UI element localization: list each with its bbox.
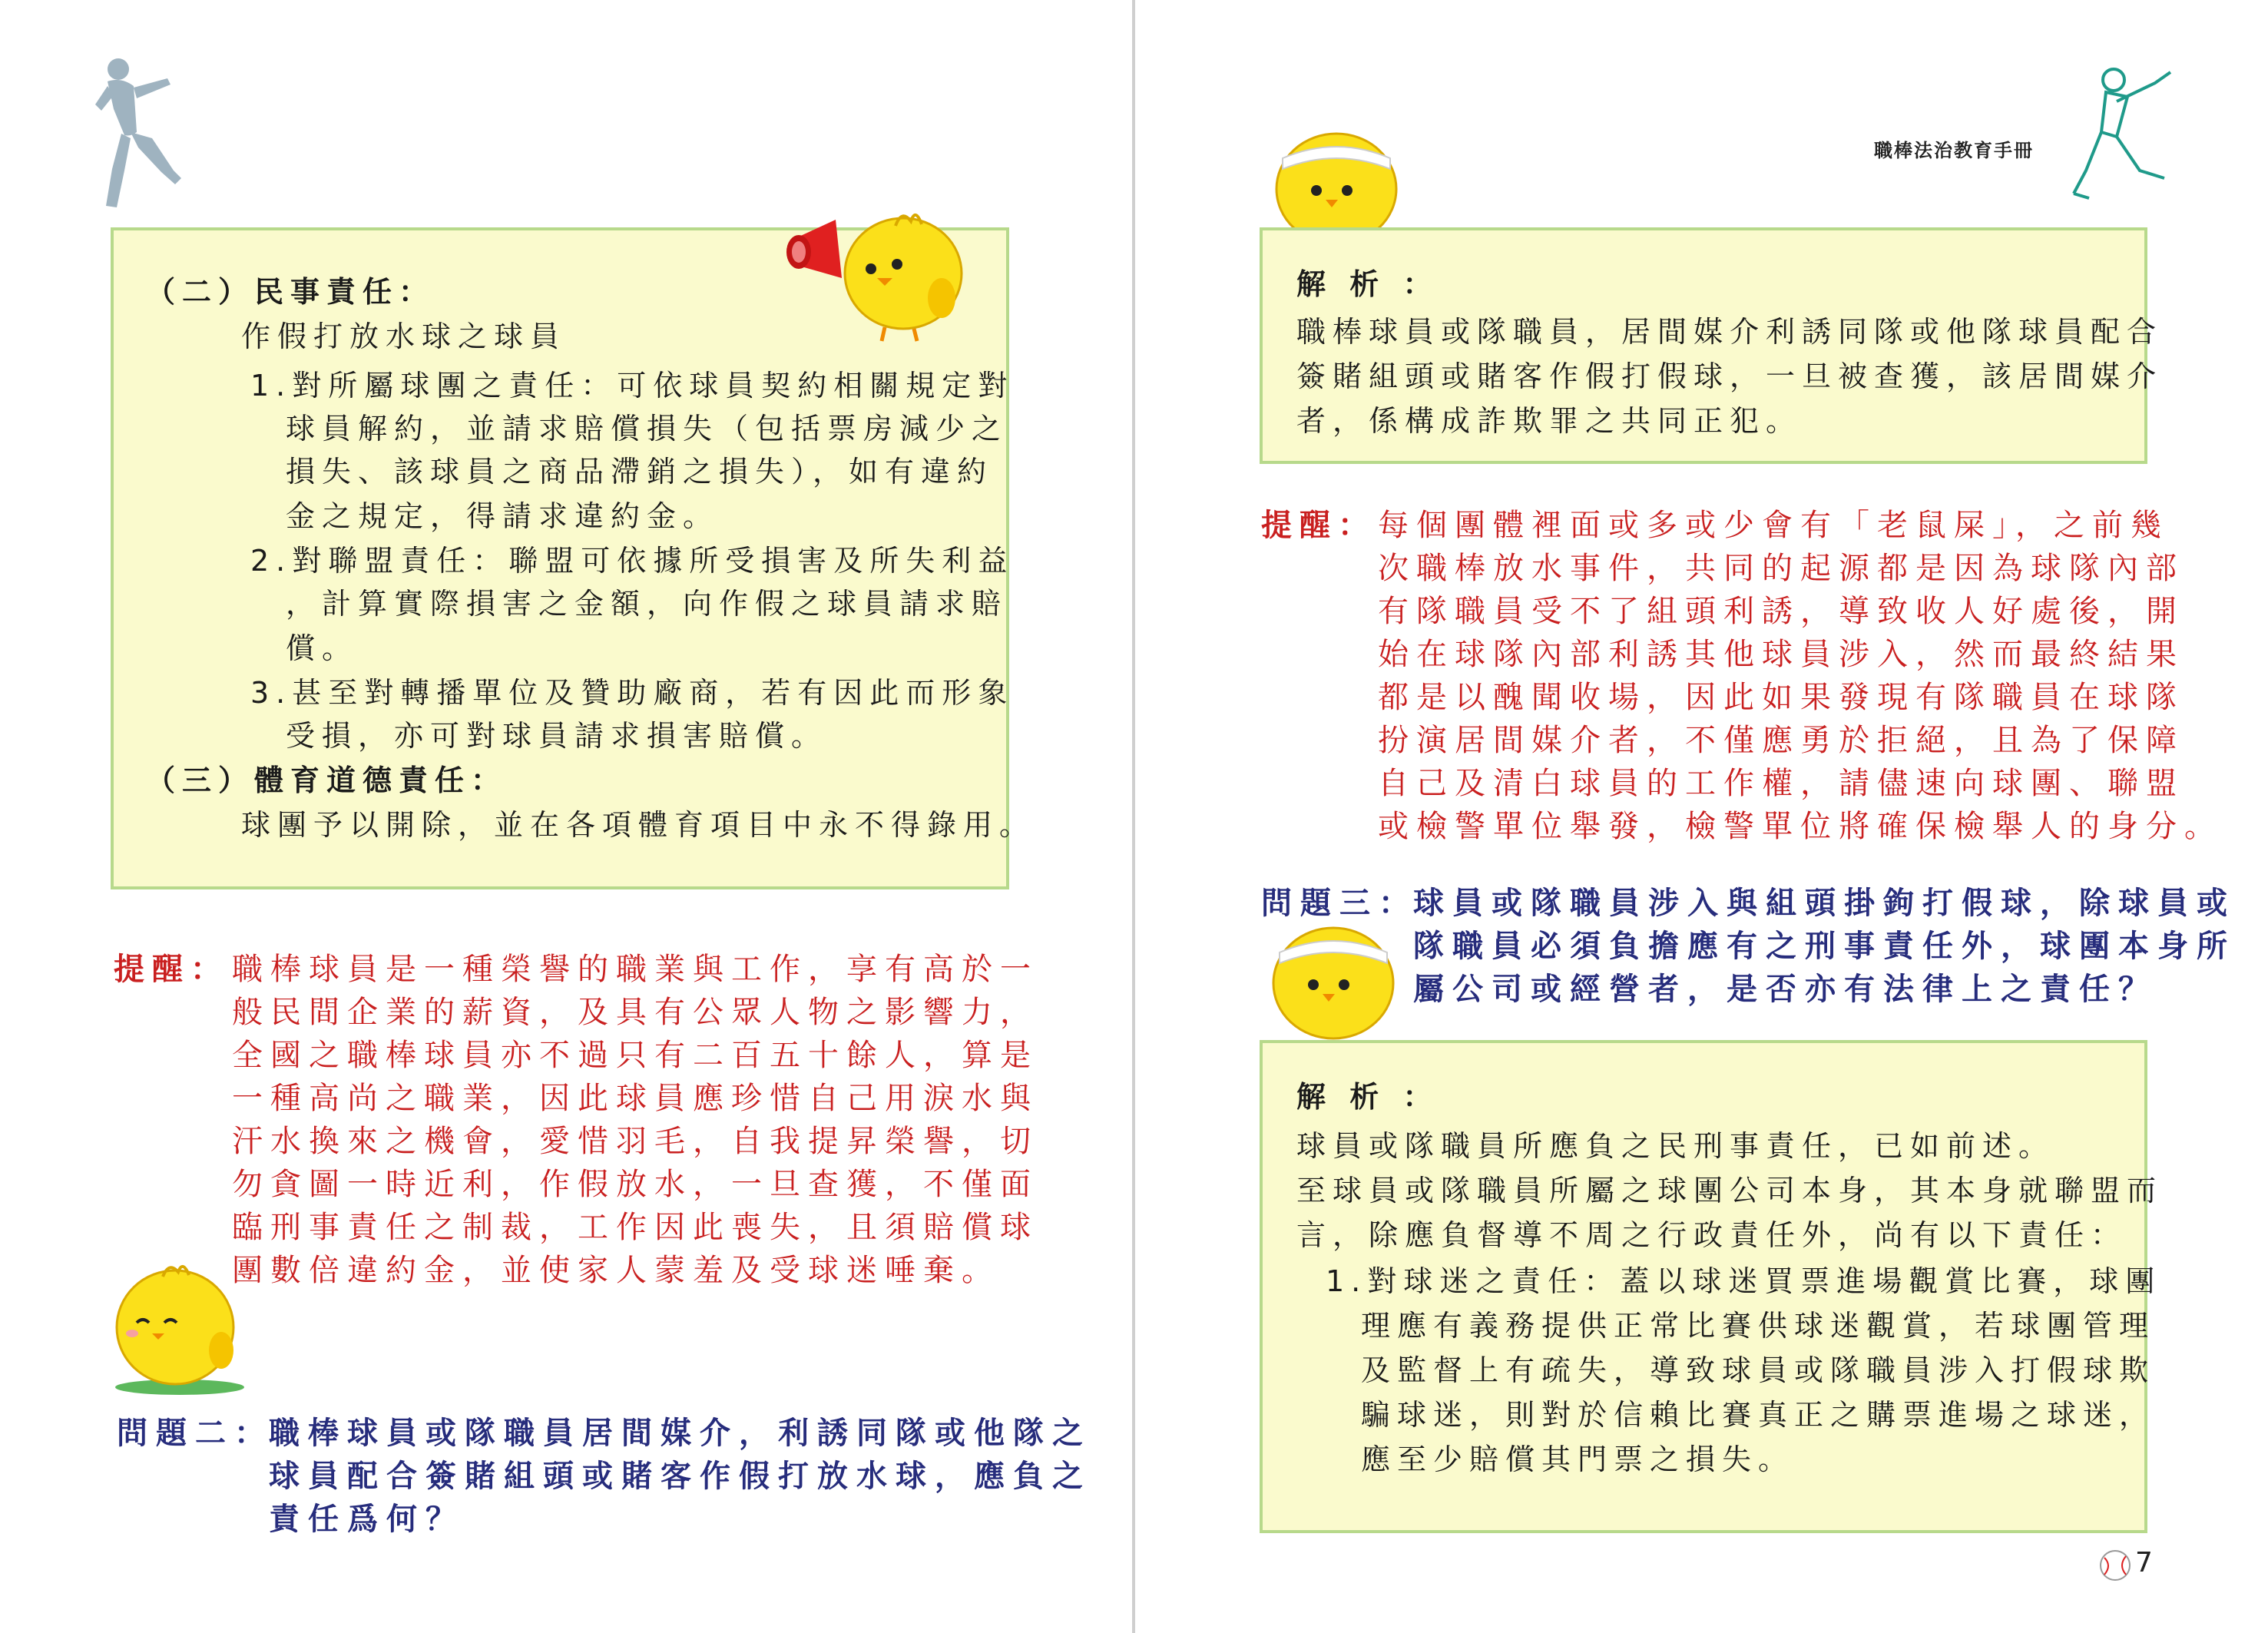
civil-line: 球員解約，並請求賠償損失（包括票房減少之 [286, 412, 1008, 446]
question-line: 球員或隊職員涉入與組頭掛鉤打假球，除球員或 [1413, 886, 2236, 921]
reminder-line: 自己及清白球員的工作權，請儘速向球團、聯盟 [1378, 766, 2184, 801]
analysis-line: 簽賭組頭或賭客作假打假球，一旦被查獲，該居間媒介 [1296, 359, 2164, 393]
analysis-line: 職棒球員或隊職員，居間媒介利誘同隊或他隊球員配合 [1296, 315, 2164, 349]
analysis-line: 1.對球迷之責任：蓋以球迷買票進場觀賞比賽，球團 [1326, 1264, 2162, 1298]
civil-heading: （二）民事責任： [146, 275, 435, 309]
ethics-body: 球團予以開除，並在各項體育項目中永不得錄用。 [241, 808, 1036, 842]
reminder-label: 提醒： [1261, 508, 1376, 543]
reminder-line: 職棒球員是一種榮譽的職業與工作，享有高於一 [232, 952, 1038, 987]
reminder-line: 團數倍違約金，並使家人蒙羞及受球迷唾棄。 [232, 1253, 1000, 1288]
reminder-line: 次職棒放水事件，共同的起源都是因為球隊內部 [1378, 551, 2184, 586]
question-line: 屬公司或經營者，是否亦有法律上之責任？ [1413, 972, 2157, 1007]
reminder-line: 始在球隊內部利誘其他球員涉入，然而最終結果 [1378, 637, 2184, 672]
analysis-line: 至球員或隊職員所屬之球團公司本身，其本身就聯盟而 [1296, 1174, 2164, 1207]
reminder-line: 全國之職棒球員亦不過只有二百五十餘人，算是 [232, 1038, 1038, 1073]
analysis-label: 解 析 ： [1296, 267, 1439, 301]
analysis-label: 解 析 ： [1296, 1080, 1439, 1114]
batter-outline-icon [2063, 63, 2186, 206]
question-line: 球員配合簽賭組頭或賭客作假打放水球，應負之 [269, 1459, 1091, 1494]
left-page [0, 0, 1132, 1633]
civil-line: 3.甚至對轉播單位及贊助廠商，若有因此而形象 [250, 676, 1015, 710]
analysis-line: 應至少賠償其門票之損失。 [1361, 1443, 1795, 1476]
reminder-line: 每個團體裡面或多或少會有「老鼠屎」，之前幾 [1378, 508, 2169, 543]
chick-megaphone-icon [780, 198, 972, 346]
reminder-line: 臨刑事責任之制裁，工作因此喪失，且須賠償球 [232, 1210, 1038, 1245]
question-line: 隊職員必須負擔應有之刑事責任外，球團本身所 [1413, 929, 2236, 964]
civil-line: ，計算實際損害之金額，向作假之球員請求賠 [286, 587, 1008, 621]
ethics-heading: （三）體育道德責任： [146, 764, 508, 797]
analysis-line: 騙球迷，則對於信賴比賽真正之購票進場之球迷， [1361, 1398, 2156, 1432]
right-page [1135, 0, 2268, 1633]
reminder-line: 汗水換來之機會，愛惜羽毛，自我提昇榮譽，切 [232, 1124, 1038, 1159]
analysis-line: 及監督上有疏失，導致球員或隊職員涉入打假球欺 [1361, 1353, 2156, 1387]
civil-line: 受損，亦可對球員請求損害賠償。 [286, 719, 828, 753]
headband-chick-icon [1264, 914, 1402, 1045]
reminder-line: 有隊職員受不了組頭利誘，導致收人好處後，開 [1378, 594, 2184, 629]
reminder-line: 勿貪圖一時近利，作假放水，一旦查獲，不僅面 [232, 1167, 1038, 1202]
analysis-line: 球員或隊職員所應負之民刑事責任，已如前述。 [1296, 1129, 2055, 1163]
reminder-line: 扮演居間媒介者，不僅應勇於拒絕，且為了保障 [1378, 723, 2184, 758]
reminder-line: 般民間企業的薪資，及具有公眾人物之影響力， [232, 995, 1038, 1030]
question-label: 問題三： [1261, 886, 1418, 921]
civil-line: 金之規定，得請求違約金。 [286, 499, 720, 533]
baseball-icon [2098, 1549, 2132, 1582]
question-line: 責任爲何？ [269, 1502, 465, 1537]
question-line: 職棒球員或隊職員居間媒介，利誘同隊或他隊之 [269, 1416, 1091, 1451]
smiling-chick-icon [109, 1254, 247, 1395]
civil-subject: 作假打放水球之球員 [241, 320, 567, 353]
civil-line: 損失、該球員之商品滯銷之損失），如有違約 [286, 455, 994, 489]
question-label: 問題二： [117, 1416, 273, 1451]
page-number: 7 [2135, 1547, 2153, 1578]
reminder-line: 都是以醜聞收場，因此如果發現有隊職員在球隊 [1378, 680, 2184, 715]
reminder-label: 提醒： [114, 952, 229, 987]
reminder-line: 或檢警單位舉發，檢警單位將確保檢舉人的身分。 [1378, 809, 2223, 844]
analysis-line: 者，係構成詐欺罪之共同正犯。 [1296, 404, 1803, 438]
civil-line: 2.對聯盟責任：聯盟可依據所受損害及所失利益 [250, 544, 1015, 578]
pitcher-silhouette-icon [91, 55, 198, 209]
analysis-line: 理應有義務提供正常比賽供球迷觀賞，若球團管理 [1361, 1309, 2156, 1343]
civil-line: 償。 [286, 631, 359, 665]
civil-line: 1.對所屬球團之責任：可依球員契約相關規定對 [250, 369, 1015, 402]
reminder-line: 一種高尚之職業，因此球員應珍惜自己用淚水與 [232, 1081, 1038, 1116]
handbook-title: 職棒法治教育手冊 [1874, 140, 2034, 161]
analysis-line: 言，除應負督導不周之行政責任外，尚有以下責任： [1296, 1218, 2127, 1252]
